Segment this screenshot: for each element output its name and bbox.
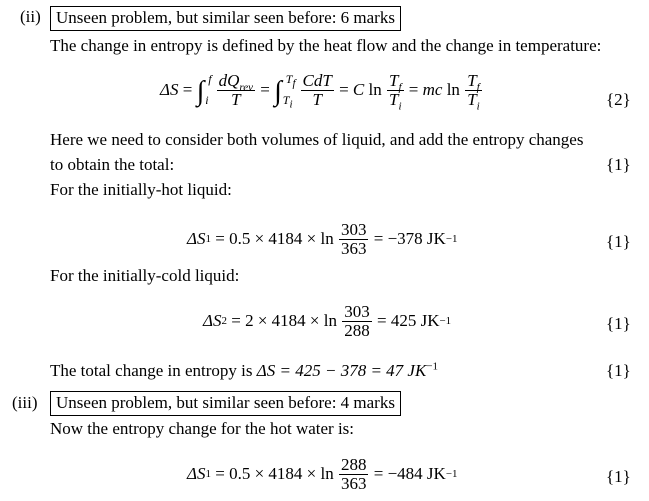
eq4-expr: = 0.5 × 4184 × ln	[210, 464, 338, 484]
equation-3-mark: {1}	[606, 314, 631, 333]
part-iii-intro: Now the entropy change for the hot water is:	[50, 419, 355, 438]
cold-liquid-label: For the initially-cold liquid:	[50, 266, 240, 285]
equation-1-mark: {2}	[606, 90, 631, 109]
part-iii-label: (iii)	[12, 393, 38, 412]
paragraph-line-2: to obtain the total:	[50, 155, 175, 174]
entropy-definition-equation: ΔS = ∫ f i $\frac{dQ_{rev}}{T}$ = ∫ $T_f$ $T_i$ $\frac{\text{CdT}}{T}$ = C ln $\frac{T_f}{T_i}$ = mc ln $\frac{T_f}{T_i}$	[160, 71, 480, 113]
total-prefix: The total change in entropy is	[50, 361, 257, 380]
eq2-den: 363	[340, 238, 367, 258]
eq4-den: 363	[340, 473, 367, 493]
eq4-num: 288	[340, 455, 367, 474]
eq3-num: 303	[344, 302, 370, 321]
eq3-rhs: = 425 JK	[372, 311, 440, 331]
total-mark: {1}	[606, 361, 631, 380]
total-entropy-line	[50, 361, 438, 381]
total-exp: −1	[426, 360, 439, 373]
hot-water-equation: ΔS 1 = 0.5 × 4184 × ln $\frac{288}{363}$ = −484 JK −1	[187, 455, 458, 493]
equation-4-mark: {1}	[606, 467, 631, 486]
paragraph-mark: {1}	[606, 155, 631, 174]
hot-liquid-equation: ΔS 1 = 0.5 × 4184 × ln $\frac{303}{363}$ = −378 JK −1	[187, 220, 458, 258]
eq3-den: 288	[344, 320, 370, 340]
eq2-rhs: = −378 JK	[369, 229, 446, 249]
part-iii-box: Unseen problem, but similar seen before: 4 marks	[50, 391, 401, 416]
eq3-lhs: ΔS	[203, 311, 222, 331]
eq4-lhs: ΔS	[187, 464, 206, 484]
hot-liquid-label: For the initially-hot liquid:	[50, 180, 232, 199]
eq2-num: 303	[340, 220, 367, 239]
cold-liquid-equation: ΔS 2 = 2 × 4184 × ln $\frac{303}{288}$ = 425 JK −1	[203, 302, 452, 340]
equation-2-mark: {1}	[606, 232, 631, 251]
part-ii-label: (ii)	[20, 7, 41, 26]
eq4-rhs: = −484 JK	[369, 464, 446, 484]
eq3-expr: = 2 × 4184 × ln	[226, 311, 342, 331]
part-ii-intro: The change in entropy is defined by the heat flow and the change in temperature:	[50, 36, 602, 55]
part-ii-box: Unseen problem, but similar seen before: 6 marks	[50, 6, 401, 31]
eq2-lhs: ΔS	[187, 229, 206, 249]
total-expression: ΔS = 425 − 378 = 47 JK	[256, 361, 427, 380]
eq2-expr: = 0.5 × 4184 × ln	[210, 229, 338, 249]
paragraph-line-1: Here we need to consider both volumes of liquid, and add the entropy changes	[50, 130, 584, 149]
